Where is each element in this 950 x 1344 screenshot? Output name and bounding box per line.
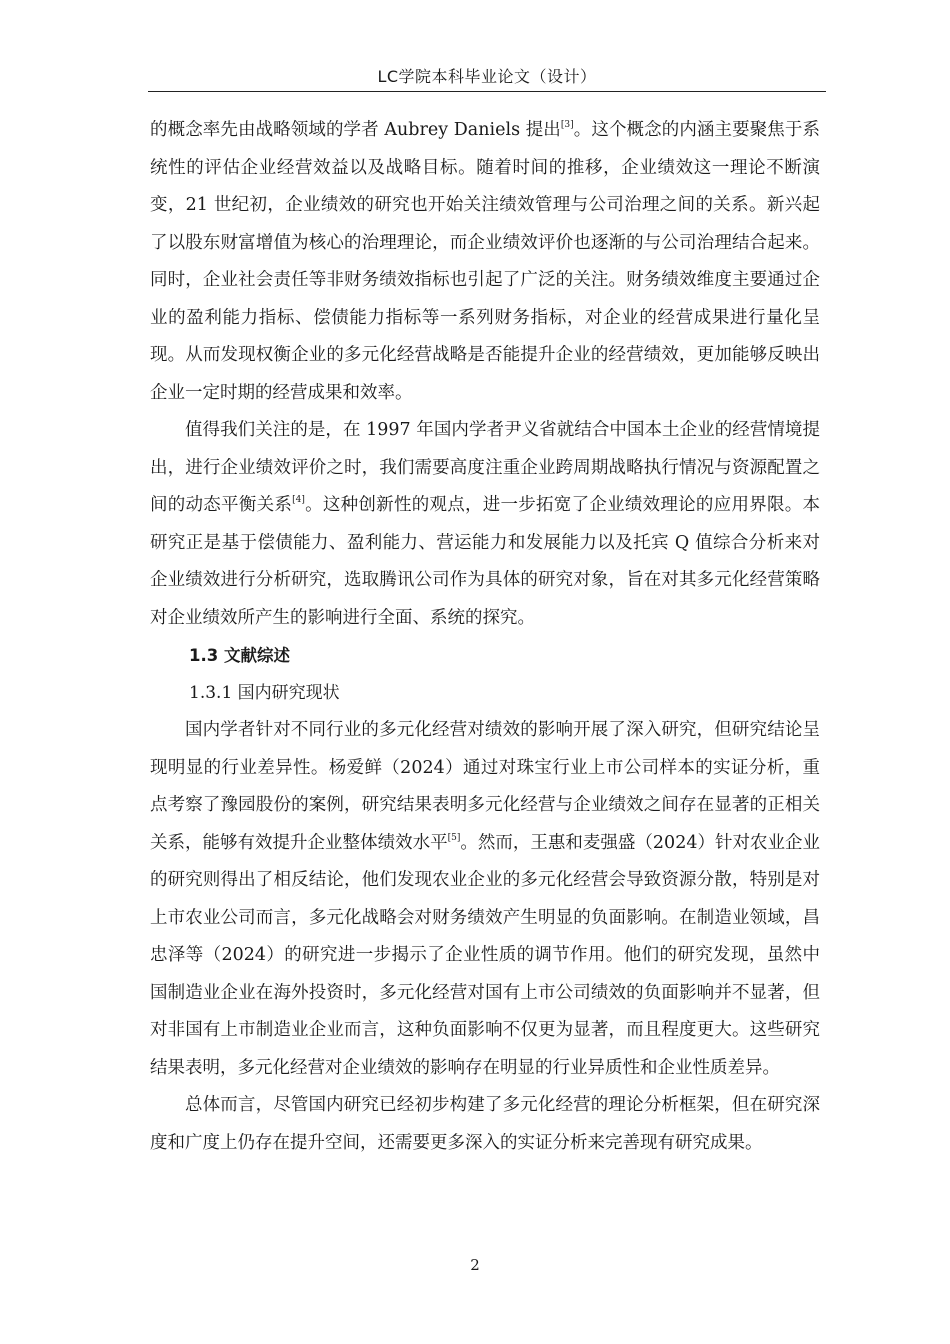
paragraph-2-text-a: 值得我们关注的是，在 1997 年国内学者尹义省就结合中国本土企业的经营情境提出，进行企业绩效评价之时，我们需要高度注重企业跨周期战略执行情况与资源配置之间的动态平衡关系 [150,420,820,515]
paragraph-3-text-a: 国内学者针对不同行业的多元化经营对绩效的影响开展了深入研究，但研究结论呈现明显的行业差异性。杨爱鲜（2024）通过对珠宝行业上市公司样本的实证分析，重点考察了豫园股份的案例，研究结果表明多元化经营与企业绩效之间存在显著的正相关关系，能够有效提升企业整体绩效水平 [150,720,820,853]
page-number: 2 [470,1256,480,1274]
section-heading: 1.3 文献综述 [189,646,290,665]
paragraph-2-text-b: 。这种创新性的观点，进一步拓宽了企业绩效理论的应用界限。本研究正是基于偿债能力、盈利能力、营运能力和发展能力以及托宾 Q 值综合分析来对企业绩效进行分析研究，选取腾讯公司作为具体的研究对象，旨在对其多元化经营策略对企业绩效所产生的影响进行全面、系统的探究。 [150,495,820,628]
paragraph-3 [150,712,820,1087]
paragraph-1-text-a: 的概念率先由战略领域的学者 Aubrey Daniels 提出 [150,120,561,140]
citation-3: [3] [560,120,574,130]
page-header: LC学院本科毕业论文（设计） [377,67,597,86]
header-rule [148,91,826,92]
paragraph-4: 总体而言，尽管国内研究已经初步构建了多元化经营的理论分析框架，但在研究深度和广度上仍存在提升空间，还需要更多深入的实证分析来完善现有研究成果。 [150,1095,820,1153]
paragraph-2 [150,412,820,637]
paragraph-1-text-b: 。这个概念的内涵主要聚焦于系统性的评估企业经营效益以及战略目标。随着时间的推移，企业绩效这一理论不断演变，21 世纪初，企业绩效的研究也开始关注绩效管理与公司治理之间的关系。新兴起了以股东财富增值为核心的治理理论，而企业绩效评价也逐渐的与公司治理结合起来。同时，企业社会责任等非财务绩效指标也引起了广泛的关注。财务绩效维度主要通过企业的盈利能力指标、偿债能力指标等一系列财务指标，对企业的经营成果进行量化呈现。从而发现权衡企业的多元化经营战略是否能提升企业的经营绩效，更加能够反映出企业一定时期的经营成果和效率。 [150,120,820,403]
citation-4: [4] [292,495,305,505]
paragraph-3-text-b: 。然而，王惠和麦强盛（2024）针对农业企业的研究则得出了相反结论，他们发现农业企业的多元化经营会导致资源分散，特别是对上市农业公司而言，多元化战略会对财务绩效产生明显的负面影响。在制造业领域，昌忠泽等（2024）的研究进一步揭示了企业性质的调节作用。他们的研究发现，虽然中国制造业企业在海外投资时，多元化经营对国有上市公司绩效的负面影响并不显著，但对非国有上市制造业企业而言，这种负面影响不仅更为显著，而且程度更大。这些研究结果表明，多元化经营对企业绩效的影响存在明显的行业异质性和企业性质差异。 [150,832,821,1078]
page-body [150,112,820,1162]
paragraph-1 [150,112,820,412]
citation-5: [5] [447,832,461,843]
subsection-heading: 1.3.1 国内研究现状 [189,682,340,703]
